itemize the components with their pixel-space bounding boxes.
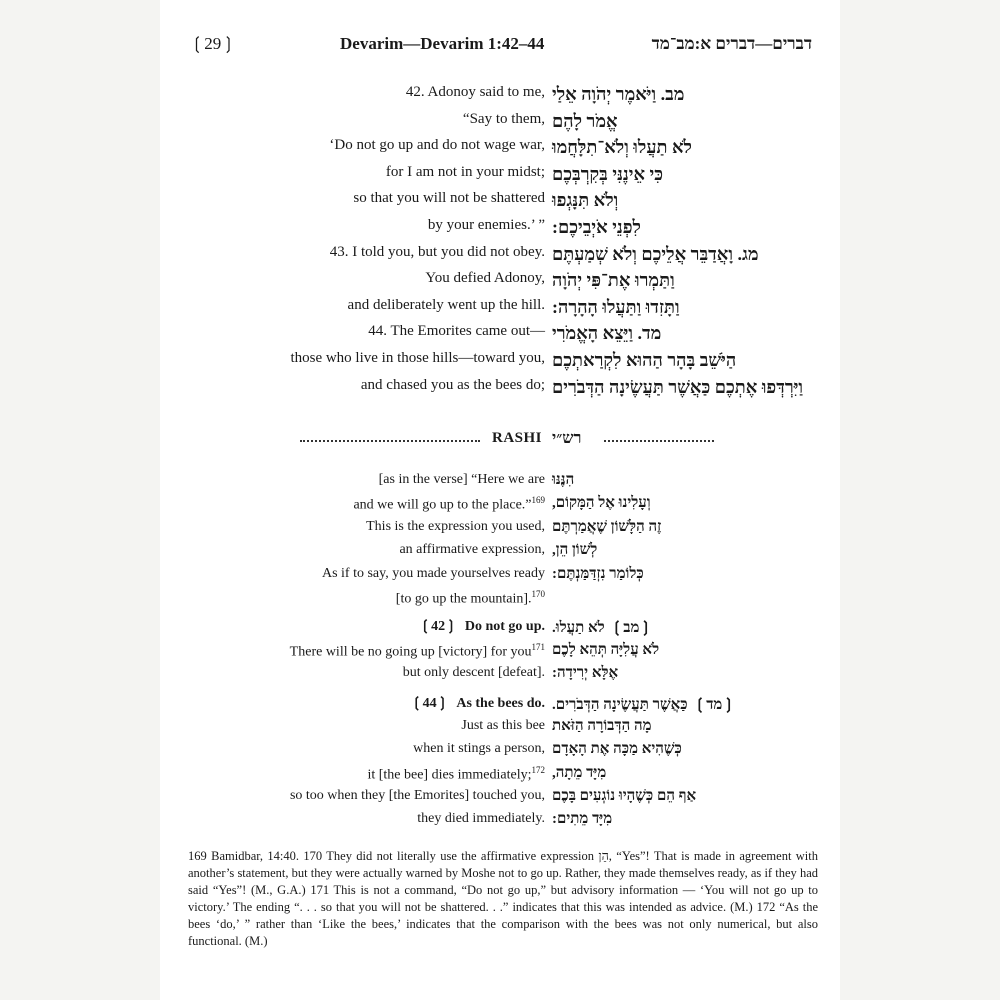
rashi-english <box>399 542 545 558</box>
verse-block <box>160 84 840 403</box>
verse-line <box>160 164 840 191</box>
rashi-english <box>367 765 545 784</box>
rashi-hebrew-text: אַף הֵם כְּשֶׁהָיוּ נוֹגְעִים בָּכֶם <box>552 788 697 805</box>
rashi-line <box>160 472 840 495</box>
rashi-english <box>413 741 545 757</box>
verse-hebrew: מד. וַיֵּצֵא הָאֱמֹרִי <box>552 323 662 344</box>
verse-line <box>160 297 840 324</box>
english-running-head: Devarim—Devarim 1:42–44 <box>340 34 545 53</box>
footnote-marker: 170 <box>531 588 545 599</box>
rashi-line <box>160 495 840 518</box>
verse-hebrew: וַתָּזִדוּ וַתַּעֲלוּ הָהָרָה: <box>552 296 680 317</box>
rashi-hebrew-text: לֹא תַעֲלוּ. <box>552 620 605 637</box>
verse-english: 44. The Emorites came out— <box>368 323 545 340</box>
rashi-line <box>160 642 840 665</box>
verse-english: 43. I told you, but you did not obey. <box>329 243 545 260</box>
rashi-english-text: so too when they [the Emorites] touched you, <box>289 788 545 804</box>
rashi-hebrew-text: מִיָּד מֵתִים: <box>552 811 613 828</box>
footnote-marker: 169 <box>531 495 545 506</box>
verse-english: 42. Adonoy said to me, <box>405 84 545 100</box>
footnote-marker: 171 <box>531 641 545 652</box>
rashi-hebrew-text: וְעָלִינוּ אֶל הַמָּקוֹם, <box>552 495 651 512</box>
verse-line <box>160 377 840 404</box>
verse-line <box>160 137 840 164</box>
verse-english: “Say to them, <box>462 110 545 127</box>
rashi-hebrew <box>552 566 644 583</box>
rashi-heading <box>160 430 840 450</box>
hebrew-running-head: דברים—דברים א:מב־מד <box>651 34 812 53</box>
rashi-hebrew-tag: ❲מד❳ <box>693 696 735 713</box>
rashi-english-text: but only descent [defeat]. <box>402 665 545 681</box>
rashi-line <box>160 765 840 788</box>
rashi-hebrew <box>552 741 682 758</box>
rashi-hebrew-text: לֹא עֲלִיָּה תְּהֵא לָכֶם <box>552 641 660 658</box>
rashi-english-text: [as in the verse] “Here we are <box>378 472 545 487</box>
rashi-line <box>160 566 840 589</box>
rashi-hebrew <box>552 542 597 559</box>
rashi-hebrew <box>552 618 652 637</box>
verse-english: by your enemies.’ ” <box>427 216 545 233</box>
rashi-hebrew <box>552 788 696 805</box>
verse-hebrew: לִפְנֵי אֹיְבֵיכֶם: <box>552 216 641 237</box>
rashi-verse-tag: ❲44❳ <box>410 695 449 711</box>
verse-hebrew: וַתַּמְרוּ אֶת־פִּי יְהֹוָה <box>552 270 675 291</box>
rashi-english <box>379 472 545 488</box>
verse-line <box>160 270 840 297</box>
rashi-hebrew <box>552 811 612 828</box>
rashi-english <box>322 566 545 582</box>
dotted-rule-left <box>300 440 480 442</box>
rashi-english <box>366 519 545 535</box>
verse-line <box>160 323 840 350</box>
rashi-english <box>353 495 545 514</box>
rashi-hebrew <box>552 665 618 682</box>
rashi-line <box>160 695 840 718</box>
verse-english: so that you will not be shattered <box>353 190 545 207</box>
verse-english: and deliberately went up the hill. <box>347 296 545 313</box>
rashi-english-text: As if to say, you made yourselves ready <box>321 565 545 581</box>
rashi-english-text: they died immediately. <box>417 811 545 827</box>
rashi-heading-hebrew: רש״י <box>552 430 582 447</box>
rashi-commentary <box>160 472 840 835</box>
verse-hebrew: לֹא תַעֲלוּ וְלֹא־תִלָּחֲמוּ <box>552 137 692 158</box>
rashi-line <box>160 741 840 764</box>
rashi-english-text: There will be no going up [victory] for you <box>289 644 532 660</box>
rashi-hebrew-text: זֶה הַלָּשׁוֹן שֶׁאֲמַרְתֶּם <box>552 518 662 535</box>
verse-hebrew: אֱמֹר לָהֶם <box>552 110 618 131</box>
rashi-english-text: As the bees do. <box>456 695 545 711</box>
dotted-rule-right <box>604 440 714 442</box>
rashi-line <box>160 788 840 811</box>
rashi-english-text: it [the bee] dies immediately; <box>367 767 532 783</box>
verse-line <box>160 217 840 244</box>
verse-line <box>160 190 840 217</box>
rashi-hebrew <box>552 472 574 489</box>
rashi-hebrew-tag: ❲מב❳ <box>610 620 652 637</box>
rashi-english <box>417 811 545 827</box>
rashi-english-text: This is the expression you used, <box>366 518 545 534</box>
rashi-english <box>396 589 545 608</box>
rashi-english <box>461 718 545 734</box>
rashi-heading-english: RASHI <box>492 430 543 446</box>
verse-english: those who live in those hills—toward you, <box>290 349 545 366</box>
rashi-verse-tag: ❲42❳ <box>419 619 457 635</box>
verse-hebrew: מב. וַיֹּאמֶר יְהֹוָה אֵלַי <box>552 84 685 104</box>
rashi-line <box>160 618 840 641</box>
rashi-line <box>160 542 840 565</box>
rashi-hebrew <box>552 495 651 512</box>
verse-english: for I am not in your midst; <box>385 163 545 180</box>
rashi-line <box>160 589 840 612</box>
verse-line <box>160 350 840 377</box>
verse-english: and chased you as the bees do; <box>360 376 545 393</box>
rashi-hebrew-text: כְּשֶׁהִיא מַכָּה אֶת הָאָדָם <box>552 741 682 758</box>
rashi-english-text: and we will go up to the place.” <box>353 498 532 514</box>
verse-line <box>160 111 840 138</box>
rashi-line <box>160 718 840 741</box>
rashi-english <box>411 695 545 712</box>
rashi-hebrew <box>552 642 659 659</box>
rashi-hebrew <box>552 519 661 536</box>
rashi-hebrew <box>552 695 735 714</box>
verse-line <box>160 84 840 111</box>
rashi-hebrew-text: אֶלָּא יְרִידָה: <box>552 665 619 682</box>
rashi-hebrew-text: לְשׁוֹן הֵן, <box>552 542 598 559</box>
rashi-line <box>160 519 840 542</box>
verse-hebrew: הַיֹּשֵׁב בָּהָר הַהוּא לִקְרַאתְכֶם <box>552 349 737 370</box>
rashi-line <box>160 811 840 834</box>
verse-english: You defied Adonoy, <box>425 270 545 287</box>
rashi-line <box>160 665 840 688</box>
verse-line <box>160 244 840 271</box>
rashi-english-text: Just as this bee <box>461 717 545 733</box>
rashi-hebrew-text: כְּלוֹמַר נִזְדַּמַּנְתֶּם: <box>552 565 644 582</box>
book-page <box>160 0 840 1000</box>
rashi-english <box>290 788 545 804</box>
verse-hebrew: וְלֹא תִּנָּגְפוּ <box>552 190 619 211</box>
rashi-hebrew-text: מָה הַדְּבוֹרָה הַזֹּאת <box>552 717 652 734</box>
verse-english: ‘Do not go up and do not wage war, <box>329 137 545 154</box>
verse-hebrew: וַיִּרְדְּפוּ אֶתְכֶם כַּאֲשֶׁר תַּעֲשֶׂינָה הַדְּבֹרִים <box>552 376 804 397</box>
footnote-marker: 172 <box>531 764 545 775</box>
rashi-english-text: an affirmative expression, <box>399 542 545 558</box>
rashi-hebrew-text: כַּאֲשֶׁר תַּעֲשֶׂינָה הַדְּבֹרִים. <box>552 696 688 713</box>
rashi-hebrew-text: הִנֶּנּוּ <box>552 472 575 488</box>
footnotes: 169 Bamidbar, 14:40. 170 They did not literally use the affirmative expression הֵן, “Yes”! That is made in agreement with another’s statement, but they were actually warned by Moshe not to go up. Rather, they made themselves ready, as if they had said “Yes”! (M., G.A.) 171 This is not a command, “Do not go up,” but advisory information — ‘You will not go up to victory.’ The ending “. . . so that you will not be shattered. . .” indicates that this was intended as advice. (M.) 172 “As the bees ‘do,’ ” rather than ‘Like the bees,’ indicates that the comparison with the bees was not only numerical, but also functional. (M.) <box>188 849 819 948</box>
rashi-hebrew <box>552 718 652 735</box>
rashi-english <box>403 665 545 681</box>
rashi-english-text: [to go up the mountain]. <box>395 591 532 607</box>
page-number: ❲29❳ <box>190 34 236 53</box>
page-header <box>160 34 840 58</box>
rashi-hebrew <box>552 765 606 782</box>
verse-hebrew: כִּי אֵינֶנִּי בְּקִרְבְּכֶם <box>552 163 664 184</box>
rashi-english <box>290 642 545 661</box>
verse-hebrew: מג. וָאֲדַבֵּר אֲלֵיכֶם וְלֹא שְׁמַעְתֶּם <box>552 243 759 264</box>
rashi-english-text: Do not go up. <box>464 619 545 635</box>
rashi-english <box>419 618 545 635</box>
rashi-hebrew-text: מִיָּד מֵתָה, <box>552 764 607 781</box>
rashi-english-text: when it stings a person, <box>413 741 545 757</box>
